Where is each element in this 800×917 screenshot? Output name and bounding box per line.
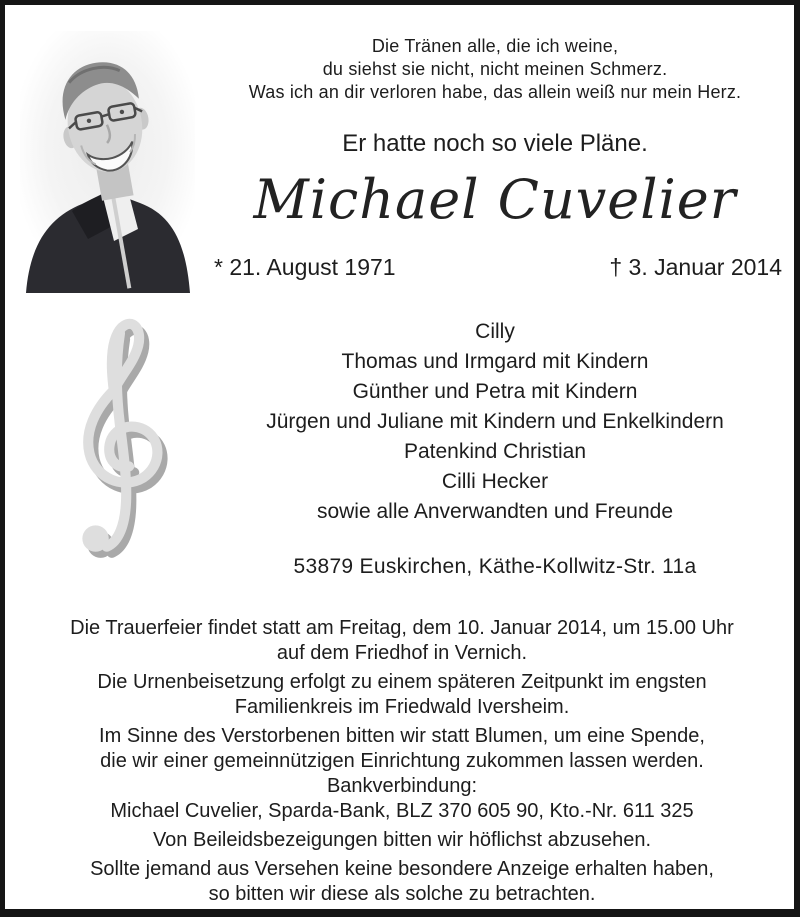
closing-section — [15, 616, 789, 911]
text-line: Die Urnenbeisetzung erfolgt zu einem späteren Zeitpunkt im engsten — [97, 671, 707, 693]
deceased-name: Michael Cuvelier — [253, 168, 737, 231]
address-line: 53879 Euskirchen, Käthe-Kollwitz-Str. 11a — [293, 555, 697, 578]
text-line: die wir einer gemeinnützigen Einrichtung zukommen lassen werden. — [100, 750, 704, 772]
treble-clef-icon — [61, 311, 187, 567]
portrait-photo — [20, 31, 195, 293]
mourners-list — [200, 317, 790, 527]
life-dates — [200, 253, 790, 281]
closing-paragraph — [15, 857, 789, 907]
text-line: Michael Cuvelier, Sparda-Bank, BLZ 370 605 90, Kto.-Nr. 611 325 — [110, 800, 694, 822]
mourner-line: Cilli Hecker — [441, 470, 549, 493]
text-line: Im Sinne des Verstorbenen bitten wir statt Blumen, um eine Spende, — [99, 725, 705, 747]
text-line: Von Beileidsbezeigungen bitten wir höflichst abzusehen. — [152, 829, 652, 851]
text-line: auf dem Friedhof in Vernich. — [276, 642, 528, 664]
mourner-line: Günther und Petra mit Kindern — [352, 380, 638, 403]
mourner-line: sowie alle Anverwandten und Freunde — [316, 500, 674, 523]
mourner-line: Jürgen und Juliane mit Kindern und Enkelkindern — [266, 410, 724, 433]
text-line: Die Trauerfeier findet statt am Freitag, dem 10. Januar 2014, um 15.00 Uhr — [70, 617, 734, 639]
mourner-line: Cilly — [475, 320, 515, 343]
poem-line: du siehst sie nicht, nicht meinen Schmerz. — [322, 59, 668, 79]
poem-line: Was ich an dir verloren habe, das allein weiß nur mein Herz. — [248, 82, 742, 102]
header-block — [200, 35, 790, 281]
intro-line: Er hatte noch so viele Pläne. — [342, 130, 648, 157]
text-line: Bankverbindung: — [326, 775, 478, 797]
death-date: † 3. Januar 2014 — [609, 254, 782, 280]
mourner-line: Patenkind Christian — [403, 440, 587, 463]
birth-date: * 21. August 1971 — [214, 254, 396, 280]
portrait-photo-image — [20, 31, 195, 293]
closing-paragraph — [15, 616, 789, 666]
closing-paragraph — [15, 670, 789, 720]
text-line: so bitten wir diese als solche zu betrachten. — [208, 883, 596, 905]
poem-line: Die Tränen alle, die ich weine, — [371, 36, 619, 56]
closing-paragraph — [15, 724, 789, 824]
mourner-line: Thomas und Irmgard mit Kindern — [341, 350, 649, 373]
closing-paragraph — [15, 828, 789, 853]
memorial-poem — [200, 35, 790, 104]
text-line: Sollte jemand aus Versehen keine besondere Anzeige erhalten haben, — [90, 858, 714, 880]
text-line: Familienkreis im Friedwald Iversheim. — [234, 696, 570, 718]
